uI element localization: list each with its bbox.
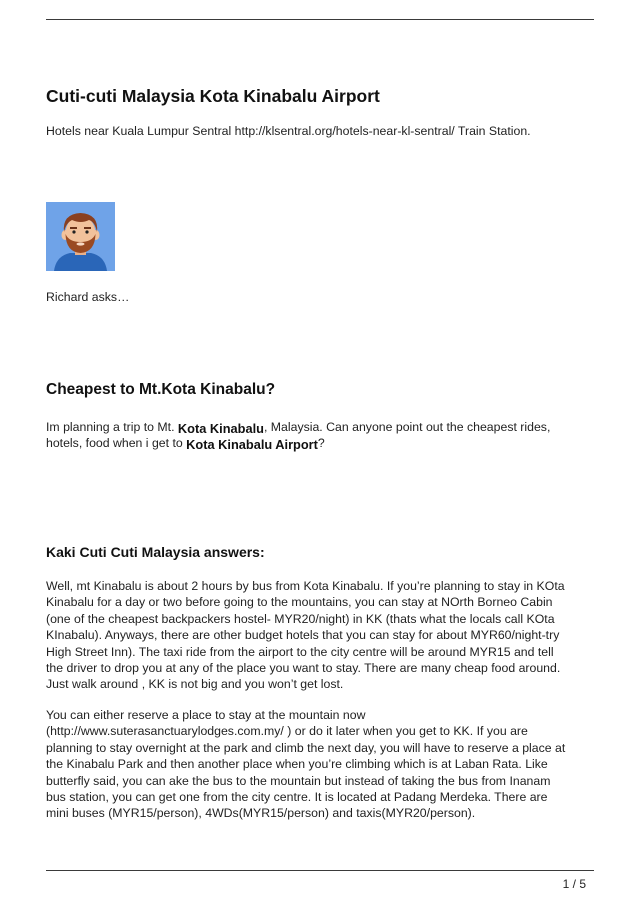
keyword-kota-kinabalu: Kota Kinabalu <box>177 421 264 436</box>
question-body <box>46 419 594 452</box>
answer-line: the driver to drop you at any of the place you want to stay. There are many cheap food around. <box>46 661 561 676</box>
keyword-kota-kinabalu-airport: Kota Kinabalu Airport <box>186 437 318 453</box>
page-title: Cuti-cuti Malaysia Kota Kinabalu Airport <box>46 86 380 106</box>
answer-line: the Kinabalu Park and then another place when you’re climbing which is at Laban Rata. Like <box>46 757 548 772</box>
avatar-illustration <box>46 202 115 271</box>
answer-line: Just walk around , KK is not big and you won’t get lost. <box>46 677 344 692</box>
answer-line: Well, mt Kinabalu is about 2 hours by bus from Kota Kinabalu. If you’re planning to stay in KOta <box>46 579 565 593</box>
answer-line: (http://www.suterasanctuarylodges.com.my/ ) or do it later when you get to KK. If you are <box>46 724 528 739</box>
answer-line: (one of the cheapest backpackers hostel- MYR20/night) in KK (thats what the locals call KOta <box>46 611 555 626</box>
question-line-2 <box>46 435 594 451</box>
answer-line: You can either reserve a place to stay at the mountain now <box>46 708 366 722</box>
top-rule <box>46 19 594 20</box>
answer-line: Kinabalu for a day or two before going to the mountains, you can stay at NOrth Borneo Cabin <box>46 595 553 610</box>
question-heading: Cheapest to Mt.Kota Kinabalu? <box>46 381 276 398</box>
answer-line: High Street Inn). The taxi ride from the airport to the city centre will be around MYR15 and tell <box>46 644 554 659</box>
question-line-1 <box>46 419 594 435</box>
answer-heading: Kaki Cuti Cuti Malaysia answers: <box>46 544 265 560</box>
bottom-rule <box>46 870 594 871</box>
answer-paragraph-2 <box>46 707 594 822</box>
asker-line: Richard asks… <box>46 290 130 304</box>
question-text-3: hotels, food when i get to <box>46 436 187 451</box>
answer-line: KInabalu). Anyways, there are other budget hotels that you can stay for about MYR60/night-try <box>46 628 560 643</box>
answer-paragraph-1 <box>46 578 594 693</box>
question-text-2: , Malaysia. Can anyone point out the cheapest rides, <box>263 420 551 434</box>
answer-line: butterfly said, you can ake the bus to the mountain but instead of taking the bus from Inanam <box>46 773 551 788</box>
answer-line: mini buses (MYR15/person), 4WDs(MYR15/person) and taxis(MYR20/person). <box>46 806 476 821</box>
page-number: 1 / 5 <box>562 877 586 891</box>
answer-line: bus station, you can get one from the city centre. It is located at Padang Merdeka. There are <box>46 790 548 805</box>
question-text-1: Im planning a trip to Mt. <box>46 420 178 434</box>
intro-text: Hotels near Kuala Lumpur Sentral http://klsentral.org/hotels-near-kl-sentral/ Train Station. <box>46 124 531 138</box>
question-text-4: ? <box>317 436 325 451</box>
answer-line: planning to stay overnight at the park and climb the next day, you will have to reserve a place at <box>46 740 566 755</box>
avatar <box>46 202 115 271</box>
